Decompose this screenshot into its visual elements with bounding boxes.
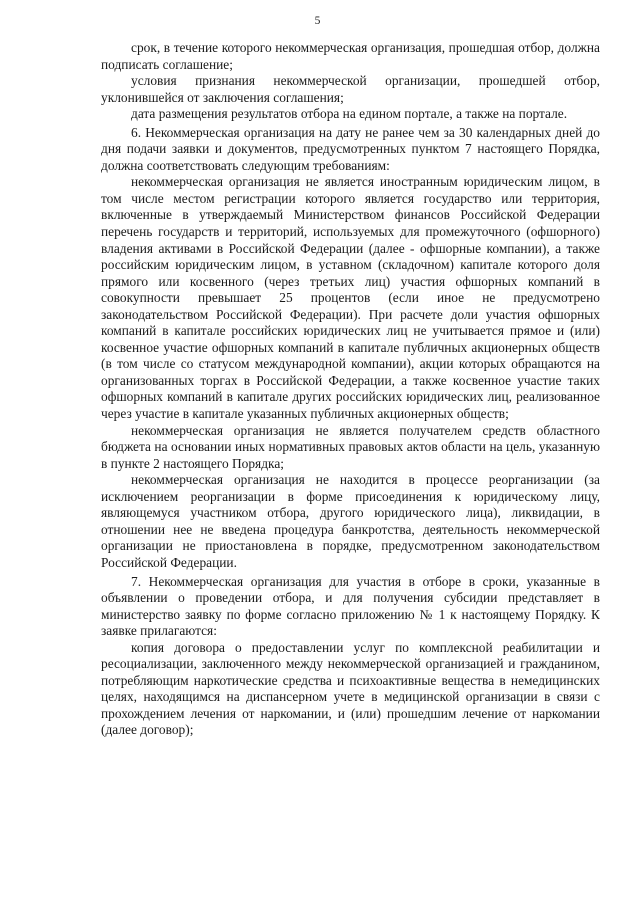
paragraph: условия признания некоммерческой организации, прошедшей отбор, уклонившейся от заключения соглашения; — [101, 73, 600, 105]
paragraph: копия договора о предоставлении услуг по комплексной реабилитации и ресоциализации, заключенного между некоммерческой организацией и гражданином, потребляющим наркотические средства и психоактивные вещества в немедицинских целях, находящимся на диспансерном учете в медицинской организации в связи с прохождением лечения от наркомании, и (или) прошедшим лечение от наркомании (далее договор); — [101, 639, 600, 738]
page-number: 5 — [314, 15, 321, 27]
paragraph-section-6: 6. Некоммерческая организация на дату не ранее чем за 30 календарных дней до дня подачи заявки и документов, предусмотренных пунктом 7 настоящего Порядка, должна соответствовать следующим требованиям: — [101, 124, 600, 173]
paragraph: срок, в течение которого некоммерческая организация, прошедшая отбор, должна подписать соглашение; — [101, 40, 600, 72]
paragraph: некоммерческая организация не является получателем средств областного бюджета на основании иных нормативных правовых актов области на цель, указанную в пункте 2 настоящего Порядка; — [101, 422, 600, 471]
paragraph-section-7: 7. Некоммерческая организация для участия в отборе в сроки, указанные в объявлении о проведении отбора, и для получения субсидии представляет в министерство заявку по форме согласно приложению № 1 к настоящему Порядку. К заявке прилагаются: — [101, 573, 600, 639]
paragraph: некоммерческая организация не находится в процессе реорганизации (за исключением реорганизации в форме присоединения к юридическому лицу, являющемуся участником отбора, другого юридического лица), ликвидации, в отношении нее не введена процедура банкротства, деятельность некоммерческой организации не приостановлена в порядке, предусмотренном законодательством Российской Федерации. — [101, 472, 600, 570]
paragraph: дата размещения результатов отбора на едином портале, а также на портале. — [131, 106, 568, 122]
document-body — [101, 40, 600, 739]
paragraph: некоммерческая организация не является иностранным юридическим лицом, в том числе местом регистрации которого является государство или территория, включенные в утверждаемый Министерством финансов Российской Федерации перечень государств и территорий, используемых для промежуточного (офшорного) владения активами в Российской Федерации (далее - офшорные компании), а также российским юридическим лицом, в уставном (складочном) капитале которого доля прямого или косвенного (через третьих лиц) участия офшорных компаний в совокупности превышает 25 процентов (если иное не предусмотрено законодательством Российской Федерации). При расчете доли участия офшорных компаний в капитале российских юридических лиц не учитывается прямое и (или) косвенное участие офшорных компаний в капитале публичных акционерных обществ (в том числе со статусом международной компании), акции которых обращаются на организованных торгах в Российской Федерации, а также косвенное участие таких офшорных компаний в капитале других российских юридических лиц, реализованное через участие в капитале указанных публичных акционерных обществ; — [101, 174, 600, 422]
